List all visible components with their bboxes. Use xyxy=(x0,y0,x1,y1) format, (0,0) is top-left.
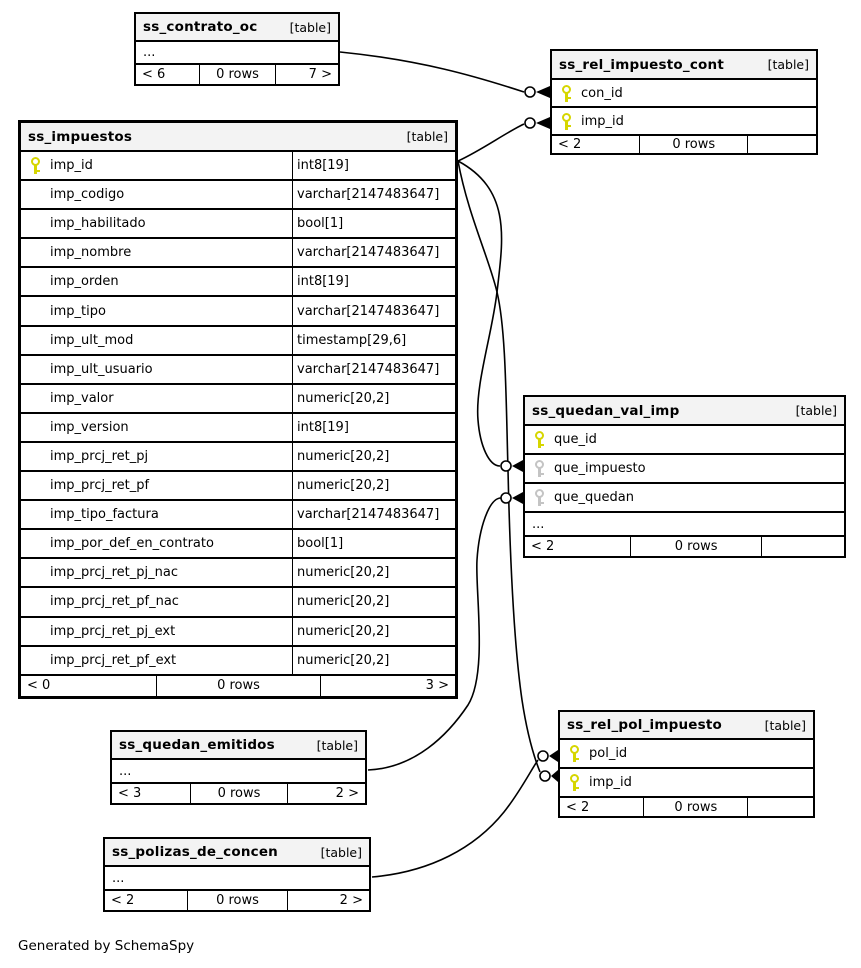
table-tag: [table] xyxy=(289,19,331,35)
zero-circle-relcont-impid xyxy=(525,118,535,128)
footer-parents: < 3 xyxy=(118,786,142,801)
column-name: imp_habilitado xyxy=(50,216,146,232)
footer-rowcount: 0 rows xyxy=(190,784,286,803)
column-name: imp_prcj_ret_pf_nac xyxy=(50,594,179,610)
table-row xyxy=(21,470,455,499)
table-ss-quedan-emitidos xyxy=(110,730,367,805)
zero-circle-polid xyxy=(538,751,548,761)
table-footer xyxy=(560,796,813,816)
column-name: imp_id xyxy=(581,113,624,129)
column-name: imp_prcj_ret_pf xyxy=(50,478,150,494)
table-ss-polizas-de-concen xyxy=(103,837,371,912)
column-type: varchar[2147483647] xyxy=(297,361,440,377)
zero-circle-queimpuesto xyxy=(501,461,511,471)
column-type: int8[19] xyxy=(297,274,349,290)
table-header xyxy=(560,712,813,738)
table-name-link[interactable]: ss_impuestos xyxy=(28,128,133,145)
column-name: imp_id xyxy=(50,158,93,174)
table-row xyxy=(21,237,455,266)
column-name: imp_prcj_ret_pj xyxy=(50,448,149,464)
table-name-link[interactable]: ss_quedan_val_imp xyxy=(532,402,680,419)
table-footer xyxy=(112,782,365,803)
table-row xyxy=(525,453,844,482)
footer-rowcount: 0 rows xyxy=(639,136,747,153)
relation-line-contrato-to-conid xyxy=(340,52,524,92)
column-type: bool[1] xyxy=(297,536,344,552)
column-type: int8[19] xyxy=(297,419,349,435)
column-type: numeric[20,2] xyxy=(297,652,390,668)
table-row xyxy=(21,557,455,586)
footer-parents: < 0 xyxy=(27,678,51,694)
table-row xyxy=(21,179,455,208)
arrowhead-queimpuesto xyxy=(512,460,523,472)
table-tag: [table] xyxy=(764,717,806,733)
table-header xyxy=(552,51,816,78)
relation-line-polizas-to-polid xyxy=(372,760,538,877)
table-row xyxy=(21,412,455,441)
table-row xyxy=(525,424,844,453)
table-row xyxy=(21,150,455,179)
column-type: timestamp[29,6] xyxy=(297,332,407,348)
footer-children xyxy=(761,537,844,556)
table-tag: [table] xyxy=(795,403,837,418)
table-footer xyxy=(136,63,338,84)
footer-parents: < 6 xyxy=(142,67,166,82)
table-header xyxy=(136,14,338,40)
footer-children: 2 > xyxy=(287,784,365,803)
arrowhead-relpol-impid xyxy=(551,770,558,782)
column-type: numeric[20,2] xyxy=(297,565,390,581)
column-name: que_impuesto xyxy=(554,461,646,476)
foreign-key-icon xyxy=(534,460,545,477)
table-row xyxy=(560,767,813,796)
column-name: con_id xyxy=(581,85,623,101)
relation-line-impuestos-to-relcont-impid xyxy=(458,124,524,161)
footer-rowcount: 0 rows xyxy=(630,537,761,556)
table-name-link[interactable]: ss_polizas_de_concen xyxy=(112,844,278,860)
table-tag: [table] xyxy=(316,737,358,753)
column-name: imp_valor xyxy=(50,390,114,406)
table-row xyxy=(21,354,455,383)
table-row xyxy=(552,106,816,134)
footer-rowcount: 0 rows xyxy=(187,891,287,910)
footer-parents: < 2 xyxy=(111,893,135,908)
zero-circle-conid xyxy=(525,87,535,97)
column-name: imp_nombre xyxy=(50,245,132,261)
column-name: imp_orden xyxy=(50,274,119,290)
column-type: numeric[20,2] xyxy=(297,594,390,610)
table-row xyxy=(21,441,455,470)
table-header xyxy=(525,397,844,424)
more-columns-row: ... xyxy=(525,511,844,535)
zero-circle-relpol-impid xyxy=(540,771,550,781)
footer-children xyxy=(747,136,816,153)
column-name: imp_prcj_ret_pj_nac xyxy=(50,565,178,581)
arrowhead-relcont-impid xyxy=(536,117,550,129)
footer-rowcount: 0 rows xyxy=(156,676,321,696)
table-row xyxy=(21,528,455,557)
table-tag: [table] xyxy=(320,844,362,860)
table-footer xyxy=(552,134,816,153)
table-row xyxy=(560,738,813,767)
primary-key-icon xyxy=(561,113,572,130)
column-name: que_id xyxy=(554,432,597,447)
column-type: numeric[20,2] xyxy=(297,448,390,464)
footer-rowcount: 0 rows xyxy=(199,65,276,84)
primary-key-icon xyxy=(569,774,580,791)
column-name: imp_version xyxy=(50,419,129,435)
footer-children: 3 > xyxy=(320,676,455,696)
column-name: imp_tipo_factura xyxy=(50,507,159,523)
generated-by-note: Generated by SchemaSpy xyxy=(18,938,195,954)
column-name: imp_por_def_en_contrato xyxy=(50,536,214,552)
table-ss-quedan-val-imp xyxy=(523,395,846,558)
footer-parents: < 2 xyxy=(531,539,555,554)
table-ss-rel-impuesto-cont xyxy=(550,49,818,155)
table-name-link[interactable]: ss_contrato_oc xyxy=(143,19,258,35)
table-name-link[interactable]: ss_rel_impuesto_cont xyxy=(559,56,724,73)
zero-circle-quequedan xyxy=(501,493,511,503)
table-row xyxy=(21,208,455,237)
table-row xyxy=(21,499,455,528)
table-name-link[interactable]: ss_quedan_emitidos xyxy=(119,737,275,753)
table-ss-contrato-oc xyxy=(134,12,340,86)
table-row xyxy=(21,645,455,674)
table-row xyxy=(21,383,455,412)
primary-key-icon xyxy=(569,745,580,762)
arrowhead-conid xyxy=(536,86,550,98)
column-name: imp_codigo xyxy=(50,187,125,203)
primary-key-icon xyxy=(561,85,572,102)
table-row xyxy=(525,482,844,511)
table-name-link[interactable]: ss_rel_pol_impuesto xyxy=(567,717,723,733)
column-type: varchar[2147483647] xyxy=(297,507,440,523)
column-type: varchar[2147483647] xyxy=(297,245,440,261)
footer-parents: < 2 xyxy=(558,137,582,152)
column-name: pol_id xyxy=(589,746,628,761)
column-name: imp_tipo xyxy=(50,303,106,319)
table-row xyxy=(21,325,455,354)
footer-parents: < 2 xyxy=(566,799,590,815)
more-columns-row: ... xyxy=(105,865,369,889)
column-name: imp_id xyxy=(589,775,632,790)
table-tag: [table] xyxy=(406,129,448,144)
footer-children: 7 > xyxy=(275,65,338,84)
table-header xyxy=(21,123,455,150)
footer-rowcount: 0 rows xyxy=(643,798,747,816)
column-name: que_quedan xyxy=(554,490,634,505)
more-columns-row: ... xyxy=(136,40,338,63)
foreign-key-icon xyxy=(534,489,545,506)
column-type: bool[1] xyxy=(297,216,344,232)
table-footer xyxy=(525,535,844,556)
table-ss-impuestos xyxy=(18,120,458,699)
column-name: imp_prcj_ret_pj_ext xyxy=(50,623,176,639)
table-row xyxy=(21,586,455,615)
arrowhead-quequedan xyxy=(512,492,523,504)
table-header xyxy=(112,732,365,758)
table-tag: [table] xyxy=(767,57,809,72)
column-name: imp_ult_usuario xyxy=(50,361,153,377)
column-type: varchar[2147483647] xyxy=(297,187,440,203)
table-row xyxy=(21,295,455,324)
more-columns-row: ... xyxy=(112,758,365,782)
column-type: numeric[20,2] xyxy=(297,623,390,639)
table-row xyxy=(552,78,816,106)
primary-key-icon xyxy=(30,157,41,174)
footer-children xyxy=(747,798,813,816)
primary-key-icon xyxy=(534,431,545,448)
footer-children: 2 > xyxy=(287,891,369,910)
relation-line-impuestos-to-queimpuesto xyxy=(458,161,502,466)
column-type: varchar[2147483647] xyxy=(297,303,440,319)
column-type: int8[19] xyxy=(297,158,349,174)
column-type: numeric[20,2] xyxy=(297,390,390,406)
arrowhead-polid xyxy=(549,750,558,762)
column-name: imp_prcj_ret_pf_ext xyxy=(50,652,177,668)
column-type: numeric[20,2] xyxy=(297,478,390,494)
table-row xyxy=(21,616,455,645)
table-footer xyxy=(21,674,455,696)
column-name: imp_ult_mod xyxy=(50,332,134,348)
table-header xyxy=(105,839,369,865)
table-row xyxy=(21,266,455,295)
table-ss-rel-pol-impuesto xyxy=(558,710,815,818)
table-footer xyxy=(105,889,369,910)
